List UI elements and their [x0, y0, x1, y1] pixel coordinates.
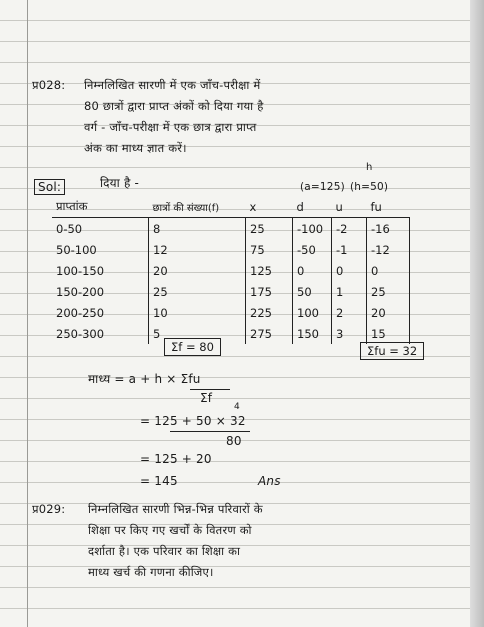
working-line2: = 125 + 50 × 32: [140, 414, 246, 428]
cell-fu: -16: [367, 218, 410, 240]
table-header-row: [52, 196, 410, 218]
table-row: [52, 281, 410, 302]
cell-x: 175: [246, 281, 293, 302]
answer-tag: Ans: [258, 474, 281, 488]
table-row: [52, 260, 410, 281]
header-d: d: [293, 196, 332, 218]
cell-frequency: 25: [149, 281, 246, 302]
cell-u: 2: [332, 302, 367, 323]
table-row: [52, 323, 410, 344]
cell-frequency: 20: [149, 260, 246, 281]
frequency-table: [52, 196, 410, 344]
cell-class: 50-100: [56, 242, 97, 257]
cell-class: 100-150: [56, 263, 105, 278]
q29-line3: दर्शाता है। एक परिवार का शिक्षा का: [88, 544, 241, 558]
cell-fu: 20: [367, 302, 410, 323]
cell-class: 150-200: [56, 284, 105, 299]
working-line4: = 145: [140, 474, 178, 488]
cell-u: 1: [332, 281, 367, 302]
table-row: [52, 239, 410, 260]
cell-fu: 25: [367, 281, 410, 302]
q29-line1: निम्नलिखित सारणी भिन्न-भिन्न परिवारों के: [88, 502, 263, 516]
fraction-bar: [170, 431, 250, 432]
q29-line2: शिक्षा पर किए गए खर्चों के वितरण को: [88, 523, 252, 537]
header-students: छात्रों की संख्या(f): [149, 196, 246, 218]
q29-label: प्र029:: [32, 502, 66, 516]
cell-fu: 15: [367, 323, 410, 344]
cell-x: 25: [246, 218, 293, 240]
cell-frequency: 10: [149, 302, 246, 323]
working-line1: माध्य = a + h × Σfu: [88, 372, 201, 386]
fraction-bar: [190, 389, 230, 390]
cell-d: 100: [293, 302, 332, 323]
cell-class: 250-300: [56, 326, 105, 341]
table-row: [52, 218, 410, 240]
working-line3: = 125 + 20: [140, 452, 212, 466]
cell-class: 0-50: [56, 221, 83, 236]
sum-f-box: Σf = 80: [164, 338, 221, 356]
cell-d: 50: [293, 281, 332, 302]
cell-frequency: 5: [149, 323, 246, 344]
sum-fu-box: Σfu = 32: [360, 342, 424, 360]
cell-x: 125: [246, 260, 293, 281]
given-text: दिया है -: [100, 176, 140, 190]
header-fu: fu: [367, 196, 410, 218]
margin-line: [27, 0, 28, 627]
cell-u: 3: [332, 323, 367, 344]
solution-label: Sol:: [34, 180, 65, 194]
cell-u: -1: [332, 239, 367, 260]
q28-line2: 80 छात्रों द्वारा प्राप्त अंकों को दिया गया है: [84, 99, 264, 113]
assumption-a: (a=125): [300, 181, 345, 193]
table-row: [52, 302, 410, 323]
page-edge: [470, 0, 484, 627]
header-x: x: [246, 196, 293, 218]
cell-class: 200-250: [56, 305, 105, 320]
working-line2-den: 80: [226, 434, 242, 448]
cell-frequency: 12: [149, 239, 246, 260]
cell-u: -2: [332, 218, 367, 240]
h-top: h: [366, 162, 373, 173]
cell-d: -50: [293, 239, 332, 260]
q29-line4: माध्य खर्च की गणना कीजिए।: [88, 565, 214, 579]
q28-line4: अंक का माध्य ज्ञात करें।: [84, 141, 187, 155]
cell-fu: -12: [367, 239, 410, 260]
cell-frequency: 8: [149, 218, 246, 240]
header-marks: प्राप्तांक: [52, 196, 149, 218]
cell-x: 225: [246, 302, 293, 323]
working-line1-den: Σf: [200, 391, 213, 405]
cell-d: 150: [293, 323, 332, 344]
q28-label: प्र028:: [32, 78, 66, 92]
cell-u: 0: [332, 260, 367, 281]
cell-d: -100: [293, 218, 332, 240]
q28-line3: वर्ग - जाँच-परीक्षा में एक छात्र द्वारा प्राप्त: [84, 120, 257, 134]
q28-line1: निम्नलिखित सारणी में एक जाँच-परीक्षा में: [84, 78, 261, 92]
cell-fu: 0: [367, 260, 410, 281]
cell-x: 275: [246, 323, 293, 344]
cell-x: 75: [246, 239, 293, 260]
small-4: 4: [234, 402, 240, 412]
cell-d: 0: [293, 260, 332, 281]
header-u: u: [332, 196, 367, 218]
assumption-h: (h=50): [350, 181, 389, 193]
